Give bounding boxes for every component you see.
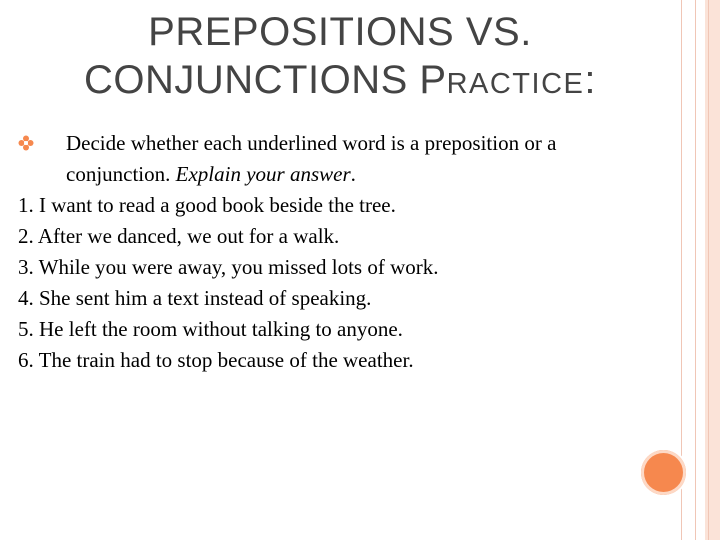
- list-item: 2. After we danced, we out for a walk.: [18, 224, 340, 248]
- list-item: 6. The train had to stop because of the weather.: [18, 348, 414, 372]
- instruction-italic: Explain your answer: [175, 162, 351, 186]
- title-line-1: PREPOSITIONS VS.: [148, 10, 532, 54]
- border-line: [708, 0, 709, 540]
- list-item: 4. She sent him a text instead of speaking.: [18, 286, 372, 310]
- title-line-2-smallcaps: RACTICE: [446, 68, 585, 100]
- slide-body: [18, 128, 638, 376]
- instruction-plain: Decide whether each underlined word is a preposition or a conjunction.: [66, 131, 557, 186]
- instruction-text: [66, 131, 556, 186]
- title-line-2: [40, 56, 640, 108]
- list-item: 3. While you were away, you missed lots of work.: [18, 255, 439, 279]
- flower-bullet-icon: [18, 135, 34, 151]
- list-item: 5. He left the room without talking to anyone.: [18, 317, 403, 341]
- title-line-2-main: CONJUNCTIONS P: [84, 58, 447, 102]
- decorative-circle: [641, 450, 686, 495]
- border-line: [695, 0, 696, 540]
- list-item: 1. I want to read a good book beside the tree.: [18, 193, 396, 217]
- slide-title: [40, 8, 640, 108]
- instruction-end: .: [350, 162, 356, 186]
- title-line-2-end: :: [584, 58, 596, 102]
- instruction-bullet: [18, 128, 638, 190]
